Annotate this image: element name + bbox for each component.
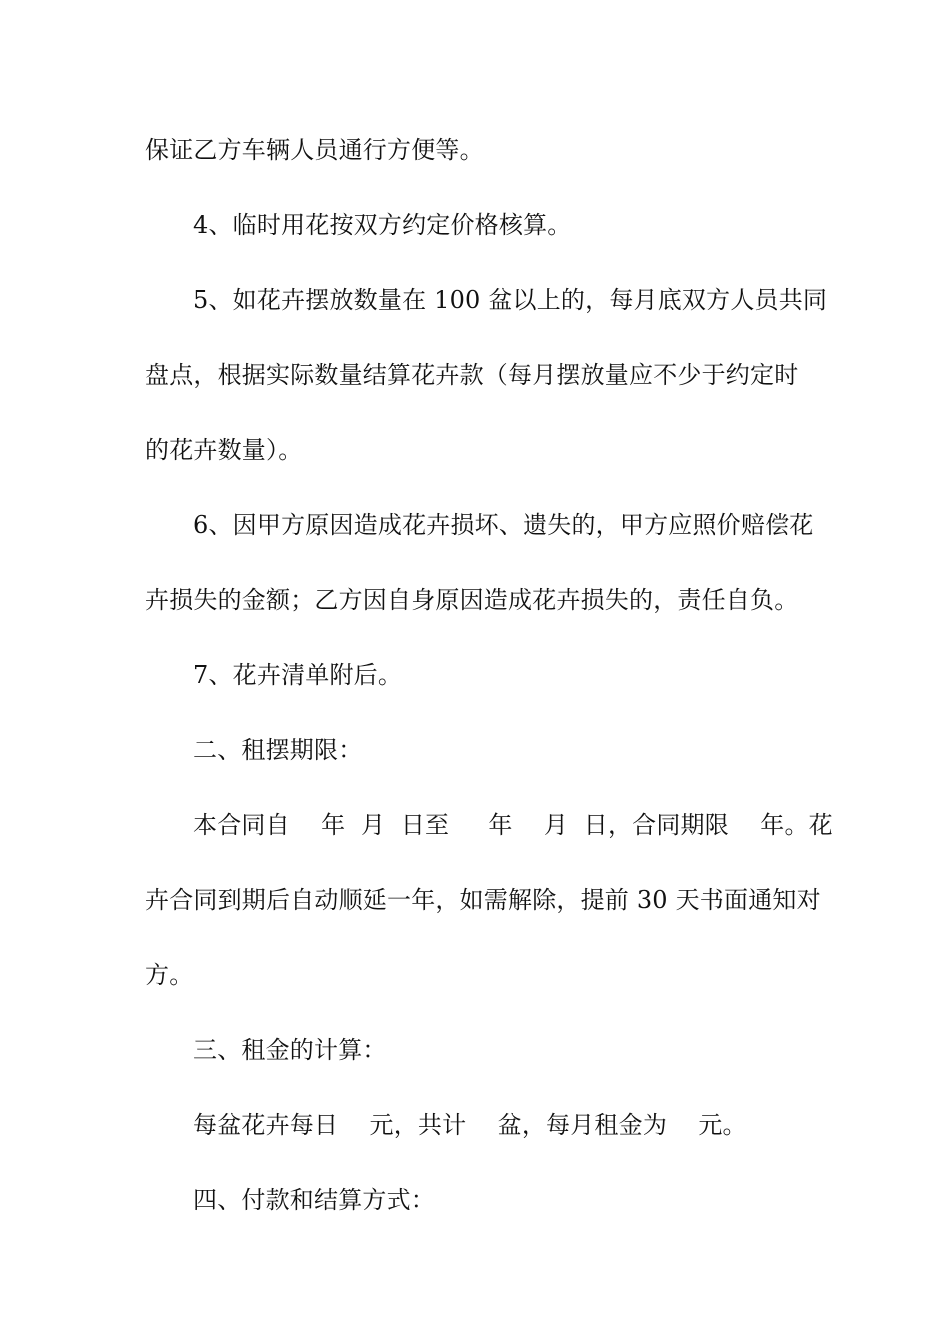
paragraph-line: 6、因甲方原因造成花卉损坏、遗失的，甲方应照价赔偿花 <box>193 511 814 539</box>
paragraph-line: 本合同自 年 月 日至 年 月 日，合同期限 年。花 <box>193 811 833 839</box>
paragraph-line: 5、如花卉摆放数量在 100 盆以上的，每月底双方人员共同 <box>193 286 828 314</box>
section-heading: 三、租金的计算： <box>193 1036 387 1064</box>
section-heading: 四、付款和结算方式： <box>193 1186 435 1214</box>
paragraph-line: 保证乙方车辆人员通行方便等。 <box>145 136 484 164</box>
paragraph-line: 的花卉数量）。 <box>145 436 303 464</box>
paragraph-line: 方。 <box>145 961 194 989</box>
paragraph-line: 卉合同到期后自动顺延一年，如需解除，提前 30 天书面通知对 <box>145 886 821 914</box>
paragraph-line: 7、花卉清单附后。 <box>193 661 403 689</box>
paragraph-line: 每盆花卉每日 元，共计 盆，每月租金为 元。 <box>193 1111 747 1139</box>
paragraph-line: 4、临时用花按双方约定价格核算。 <box>193 211 572 239</box>
paragraph-line: 盘点，根据实际数量结算花卉款（每月摆放量应不少于约定时 <box>145 361 799 389</box>
paragraph-line: 卉损失的金额；乙方因自身原因造成花卉损失的，责任自负。 <box>145 586 799 614</box>
section-heading: 二、租摆期限： <box>193 736 363 764</box>
